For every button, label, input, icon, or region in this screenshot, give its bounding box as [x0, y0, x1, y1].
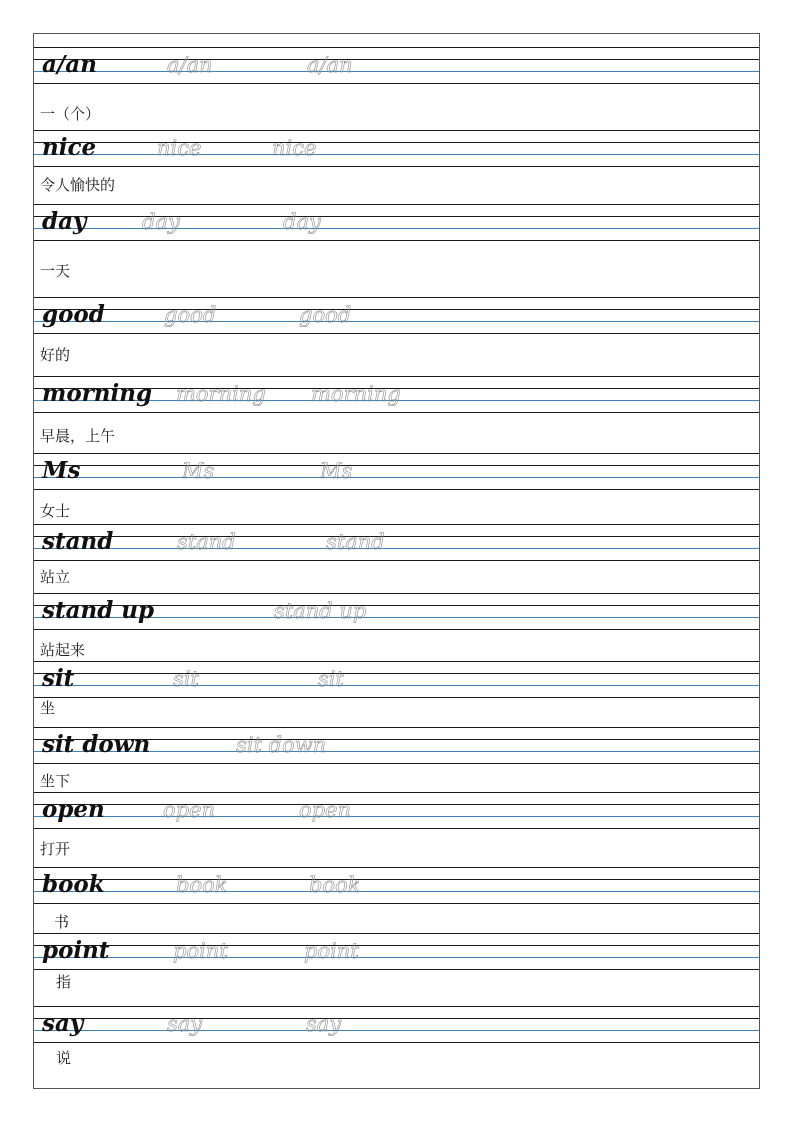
- four-line-grid: [34, 867, 759, 903]
- word-trace: a/an: [167, 53, 213, 77]
- word: stand: [42, 528, 114, 555]
- word-trace: open: [299, 798, 352, 822]
- word-trace: good: [299, 303, 352, 327]
- word-trace: say: [306, 1012, 342, 1036]
- meaning: 女士: [40, 502, 71, 520]
- word-trace: morning: [176, 382, 266, 406]
- word: Ms: [42, 457, 81, 484]
- word-trace: a/an: [307, 53, 353, 77]
- word-trace: point: [304, 939, 359, 963]
- four-line-grid: [34, 661, 759, 697]
- word-trace: sit: [173, 667, 199, 691]
- word: stand up: [42, 597, 155, 624]
- word-trace: sit down: [236, 733, 327, 757]
- word: sit: [42, 665, 75, 692]
- word-trace: morning: [311, 382, 401, 406]
- word-trace: stand: [326, 530, 385, 554]
- meaning: 早晨，上午: [40, 427, 116, 445]
- meaning: 令人愉快的: [40, 176, 116, 194]
- meaning: 说: [56, 1049, 72, 1067]
- meaning: 书: [54, 913, 70, 931]
- word: sit down: [42, 731, 151, 758]
- word-trace: stand up: [274, 599, 367, 623]
- meaning: 站起来: [40, 641, 86, 659]
- meaning: 一（个）: [40, 105, 101, 123]
- word-trace: point: [173, 939, 228, 963]
- meaning: 站立: [40, 568, 71, 586]
- four-line-grid: [34, 933, 759, 969]
- meaning: 好的: [40, 346, 71, 364]
- meaning: 指: [56, 973, 72, 991]
- four-line-grid: [34, 524, 759, 560]
- word: good: [42, 301, 105, 328]
- four-line-grid: [34, 297, 759, 333]
- word-trace: day: [142, 210, 180, 234]
- four-line-grid: [34, 1006, 759, 1042]
- word-trace: day: [283, 210, 321, 234]
- four-line-grid: [34, 130, 759, 166]
- word: open: [42, 796, 105, 823]
- word-trace: open: [163, 798, 216, 822]
- word-trace: nice: [157, 136, 202, 160]
- word-trace: good: [164, 303, 217, 327]
- word: say: [42, 1010, 84, 1037]
- word-trace: nice: [272, 136, 317, 160]
- word-trace: book: [309, 873, 361, 897]
- word: morning: [42, 380, 153, 407]
- four-line-grid: [34, 792, 759, 828]
- word-trace: say: [167, 1012, 203, 1036]
- word: book: [42, 871, 105, 898]
- meaning: 一天: [40, 262, 71, 280]
- word-trace: book: [176, 873, 228, 897]
- word-trace: stand: [177, 530, 236, 554]
- meaning: 坐下: [40, 772, 71, 790]
- word: day: [42, 208, 87, 235]
- meaning: 打开: [40, 840, 71, 858]
- meaning: 坐: [40, 699, 56, 717]
- four-line-grid: [34, 453, 759, 489]
- word-trace: Ms: [182, 459, 215, 483]
- word: nice: [42, 134, 97, 161]
- word: a/an: [42, 51, 97, 78]
- word-trace: Ms: [320, 459, 353, 483]
- word-trace: sit: [318, 667, 344, 691]
- worksheet: [33, 33, 760, 1089]
- word: point: [42, 937, 110, 964]
- four-line-grid: [34, 47, 759, 83]
